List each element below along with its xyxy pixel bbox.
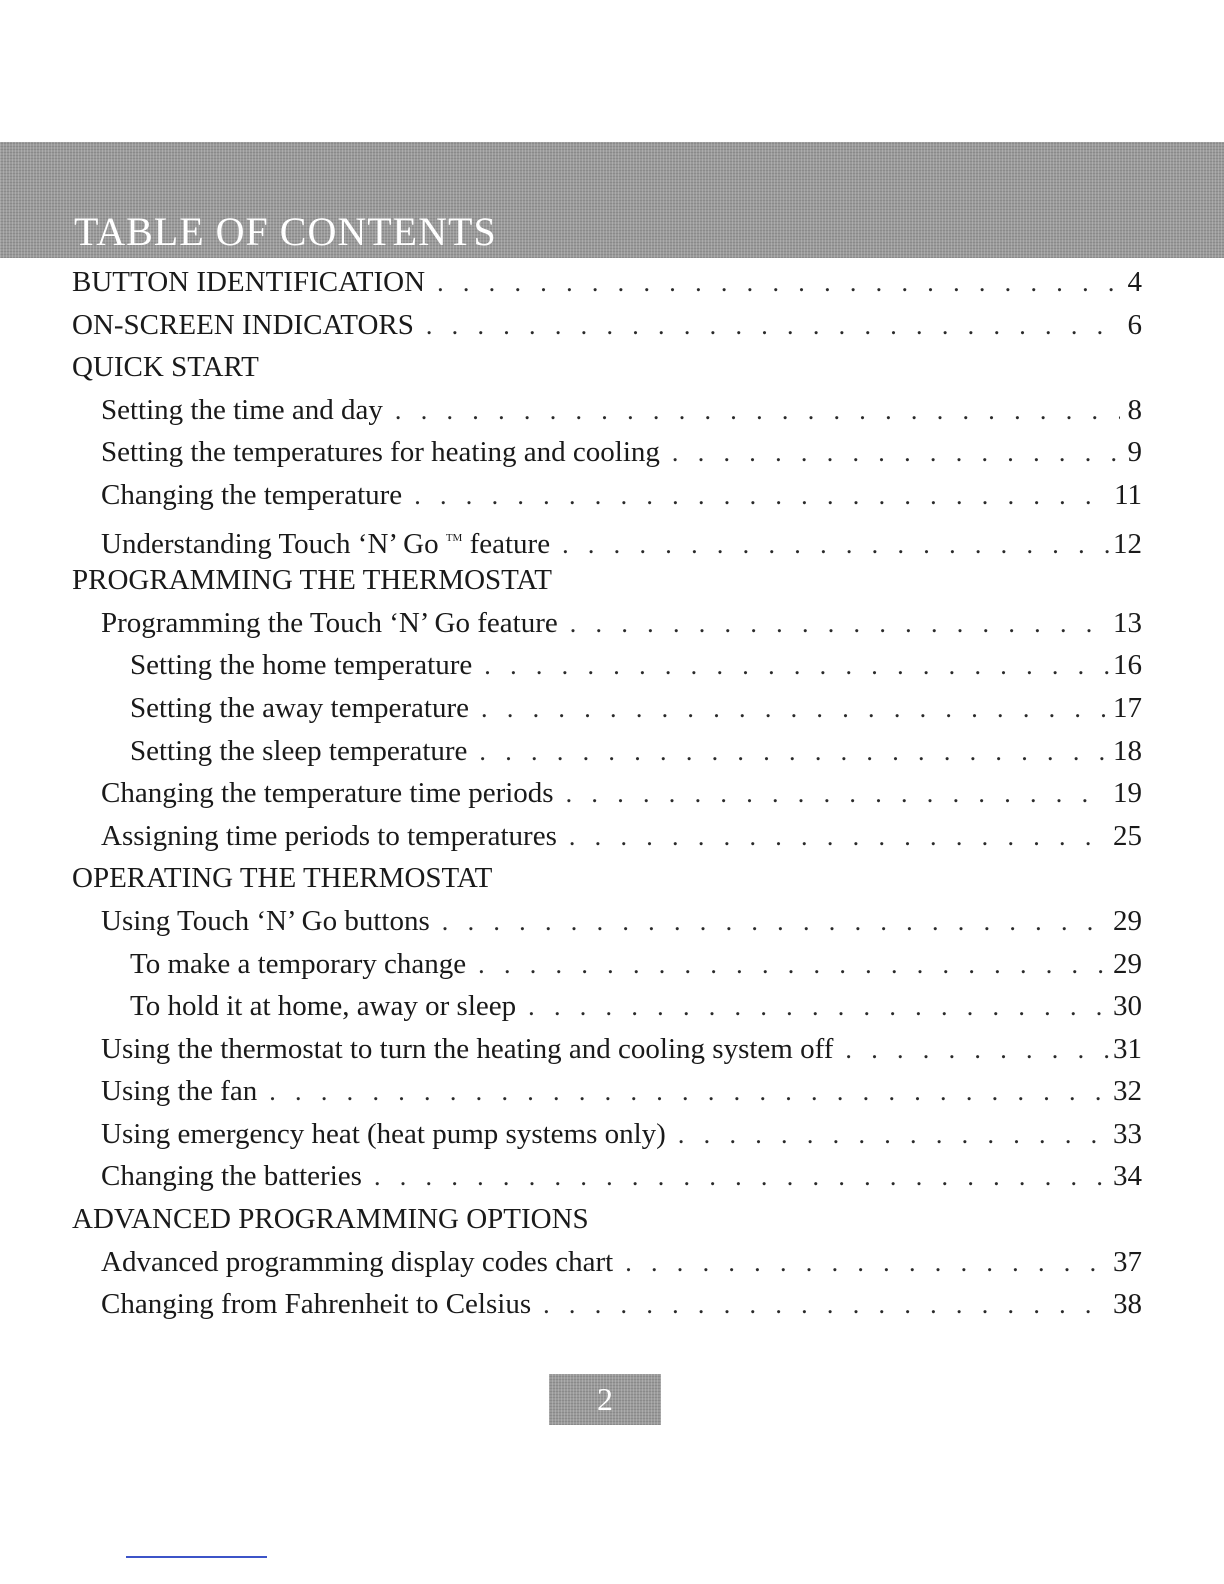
- toc-entry-text: Setting the sleep temperature: [130, 734, 468, 767]
- toc-page-number: 31: [1113, 1032, 1142, 1065]
- dot-leader: [672, 432, 1120, 475]
- toc-entry-text: Setting the away temperature: [130, 691, 470, 724]
- dot-leader: [543, 1284, 1109, 1327]
- toc-entry[interactable]: [72, 431, 1142, 474]
- toc-page-number: 37: [1113, 1245, 1142, 1278]
- toc-entry[interactable]: [72, 517, 1142, 560]
- toc-page-number: 16: [1113, 649, 1142, 682]
- toc-entry-text: Setting the temperatures for heating and cooling: [101, 436, 660, 469]
- toc-entry[interactable]: [72, 1241, 1142, 1284]
- toc-entry-label: [72, 559, 552, 602]
- toc-entry-text: Using the fan: [101, 1075, 258, 1108]
- toc-entry-label: [101, 474, 402, 517]
- toc-entry-label: [101, 1155, 362, 1198]
- page-number-badge: 2: [549, 1374, 661, 1425]
- toc-entry-label: [101, 389, 383, 432]
- toc-entry[interactable]: [72, 730, 1142, 773]
- toc-section-heading[interactable]: [72, 857, 1142, 900]
- toc-page-number: 29: [1113, 904, 1142, 937]
- toc-page-number: 6: [1127, 308, 1142, 341]
- toc-entry-text: Using Touch ‘N’ Go buttons: [101, 904, 430, 937]
- toc-entry-label: [130, 644, 472, 687]
- toc-entry[interactable]: [72, 687, 1142, 730]
- page-title: TABLE OF CONTENTS: [74, 209, 497, 254]
- toc-entry[interactable]: [72, 1155, 1142, 1198]
- toc-page-number: 13: [1113, 606, 1142, 639]
- toc-entry-text: QUICK START: [72, 351, 259, 384]
- toc-entry[interactable]: [72, 815, 1142, 858]
- dot-leader: [566, 773, 1109, 816]
- toc-entry[interactable]: [72, 772, 1142, 815]
- toc-page-number: 11: [1114, 478, 1142, 511]
- toc-entry-text: Changing the batteries: [101, 1160, 362, 1193]
- toc-entry-text: To make a temporary change: [130, 947, 467, 980]
- toc-entry-label: [101, 1241, 613, 1284]
- toc-entry[interactable]: [72, 1283, 1142, 1326]
- toc-entry-label: [101, 1028, 833, 1071]
- dot-leader: [478, 944, 1109, 987]
- dot-leader: [678, 1114, 1109, 1157]
- toc-entry-label: [101, 602, 558, 645]
- dot-leader: [479, 731, 1109, 774]
- dot-leader: [562, 524, 1109, 567]
- toc-entry-label: [72, 261, 425, 304]
- dot-leader: [437, 262, 1120, 305]
- toc-page-number: 25: [1113, 819, 1142, 852]
- dot-leader: [570, 603, 1109, 646]
- toc-section-heading[interactable]: [72, 1198, 1142, 1241]
- toc-entry[interactable]: [72, 900, 1142, 943]
- toc-entry-label: [101, 772, 554, 815]
- toc-section-heading[interactable]: [72, 346, 1142, 389]
- toc-entry-text: Advanced programming display codes chart: [101, 1245, 614, 1278]
- toc-page-number: 30: [1113, 990, 1142, 1023]
- dot-leader: [569, 816, 1109, 859]
- dot-leader: [374, 1156, 1109, 1199]
- toc-entry-text: Setting the time and day: [101, 393, 383, 426]
- dot-leader: [845, 1029, 1109, 1072]
- toc-entry[interactable]: [72, 389, 1142, 432]
- dot-leader: [528, 986, 1109, 1029]
- toc-page-number: 18: [1113, 734, 1142, 767]
- toc-page-number: 34: [1113, 1160, 1142, 1193]
- toc-entry-text: Changing the temperature time periods: [101, 777, 554, 810]
- toc-entry[interactable]: [72, 943, 1142, 986]
- toc-page-number: 29: [1113, 947, 1142, 980]
- toc-entry-suffix: feature: [469, 527, 551, 560]
- toc-entry-label: [101, 1070, 257, 1113]
- toc-page-number: 32: [1113, 1075, 1142, 1108]
- toc-entry-text: BUTTON IDENTIFICATION: [72, 266, 426, 298]
- toc-entry-label: [101, 1113, 666, 1156]
- toc-entry-label: [130, 985, 516, 1028]
- toc-entry[interactable]: [72, 1113, 1142, 1156]
- toc-entry-label: [72, 857, 492, 900]
- table-of-contents: [72, 261, 1142, 1326]
- dot-leader: [426, 305, 1120, 348]
- toc-entry-label: [101, 815, 557, 858]
- dot-leader: [484, 645, 1109, 688]
- toc-page-number: 19: [1113, 777, 1142, 810]
- toc-entry-text: Using the thermostat to turn the heating and cooling system off: [101, 1032, 834, 1065]
- toc-section-heading[interactable]: [72, 304, 1142, 347]
- toc-entry-text: Changing the temperature: [101, 478, 403, 511]
- toc-entry-text: Changing from Fahrenheit to Celsius: [101, 1288, 532, 1321]
- dot-leader: [395, 390, 1120, 433]
- toc-page-number: 38: [1113, 1288, 1142, 1321]
- header-band: [0, 142, 1224, 258]
- toc-entry-text: Understanding Touch ‘N’ Go: [101, 527, 439, 560]
- toc-entry-text: To hold it at home, away or sleep: [130, 990, 517, 1023]
- dot-leader: [625, 1242, 1109, 1285]
- toc-entry-label: [72, 304, 414, 347]
- toc-entry[interactable]: [72, 1070, 1142, 1113]
- toc-entry-text: Programming the Touch ‘N’ Go feature: [101, 606, 558, 639]
- toc-page-number: 33: [1113, 1117, 1142, 1150]
- toc-entry-label: [101, 517, 550, 566]
- dot-leader: [269, 1071, 1109, 1114]
- toc-entry[interactable]: [72, 602, 1142, 645]
- dot-leader: [442, 901, 1109, 944]
- toc-page-number: 4: [1127, 266, 1142, 298]
- toc-entry[interactable]: [72, 474, 1142, 517]
- toc-entry-label: [101, 1283, 531, 1326]
- toc-entry-text: ON-SCREEN INDICATORS: [72, 308, 414, 341]
- toc-entry-label: [130, 687, 469, 730]
- bottom-rule: [126, 1556, 267, 1558]
- toc-entry-label: [101, 431, 660, 474]
- toc-page-number: 12: [1113, 527, 1142, 560]
- toc-entry[interactable]: [72, 1028, 1142, 1071]
- toc-page-number: 8: [1127, 393, 1142, 426]
- dot-leader: [481, 688, 1109, 731]
- toc-page-number: 9: [1127, 436, 1142, 469]
- toc-entry[interactable]: [72, 644, 1142, 687]
- toc-entry-text: Setting the home temperature: [130, 649, 473, 682]
- trademark-mark: TM: [445, 531, 463, 544]
- toc-entry-text: Using emergency heat (heat pump systems only): [101, 1117, 666, 1150]
- toc-entry-text: PROGRAMMING THE THERMOSTAT: [72, 564, 552, 597]
- toc-entry-label: [72, 346, 259, 389]
- toc-entry-text: ADVANCED PROGRAMMING OPTIONS: [72, 1203, 589, 1236]
- toc-section-heading[interactable]: [72, 261, 1142, 304]
- toc-entry-label: [130, 730, 467, 773]
- toc-entry-label: [72, 1198, 589, 1241]
- toc-page-number: 17: [1113, 691, 1142, 724]
- dot-leader: [414, 475, 1110, 518]
- toc-entry-text: OPERATING THE THERMOSTAT: [72, 862, 493, 895]
- toc-entry-text: Assigning time periods to temperatures: [101, 819, 557, 852]
- toc-entry-label: [101, 900, 430, 943]
- toc-entry-label: [130, 943, 466, 986]
- toc-entry[interactable]: [72, 985, 1142, 1028]
